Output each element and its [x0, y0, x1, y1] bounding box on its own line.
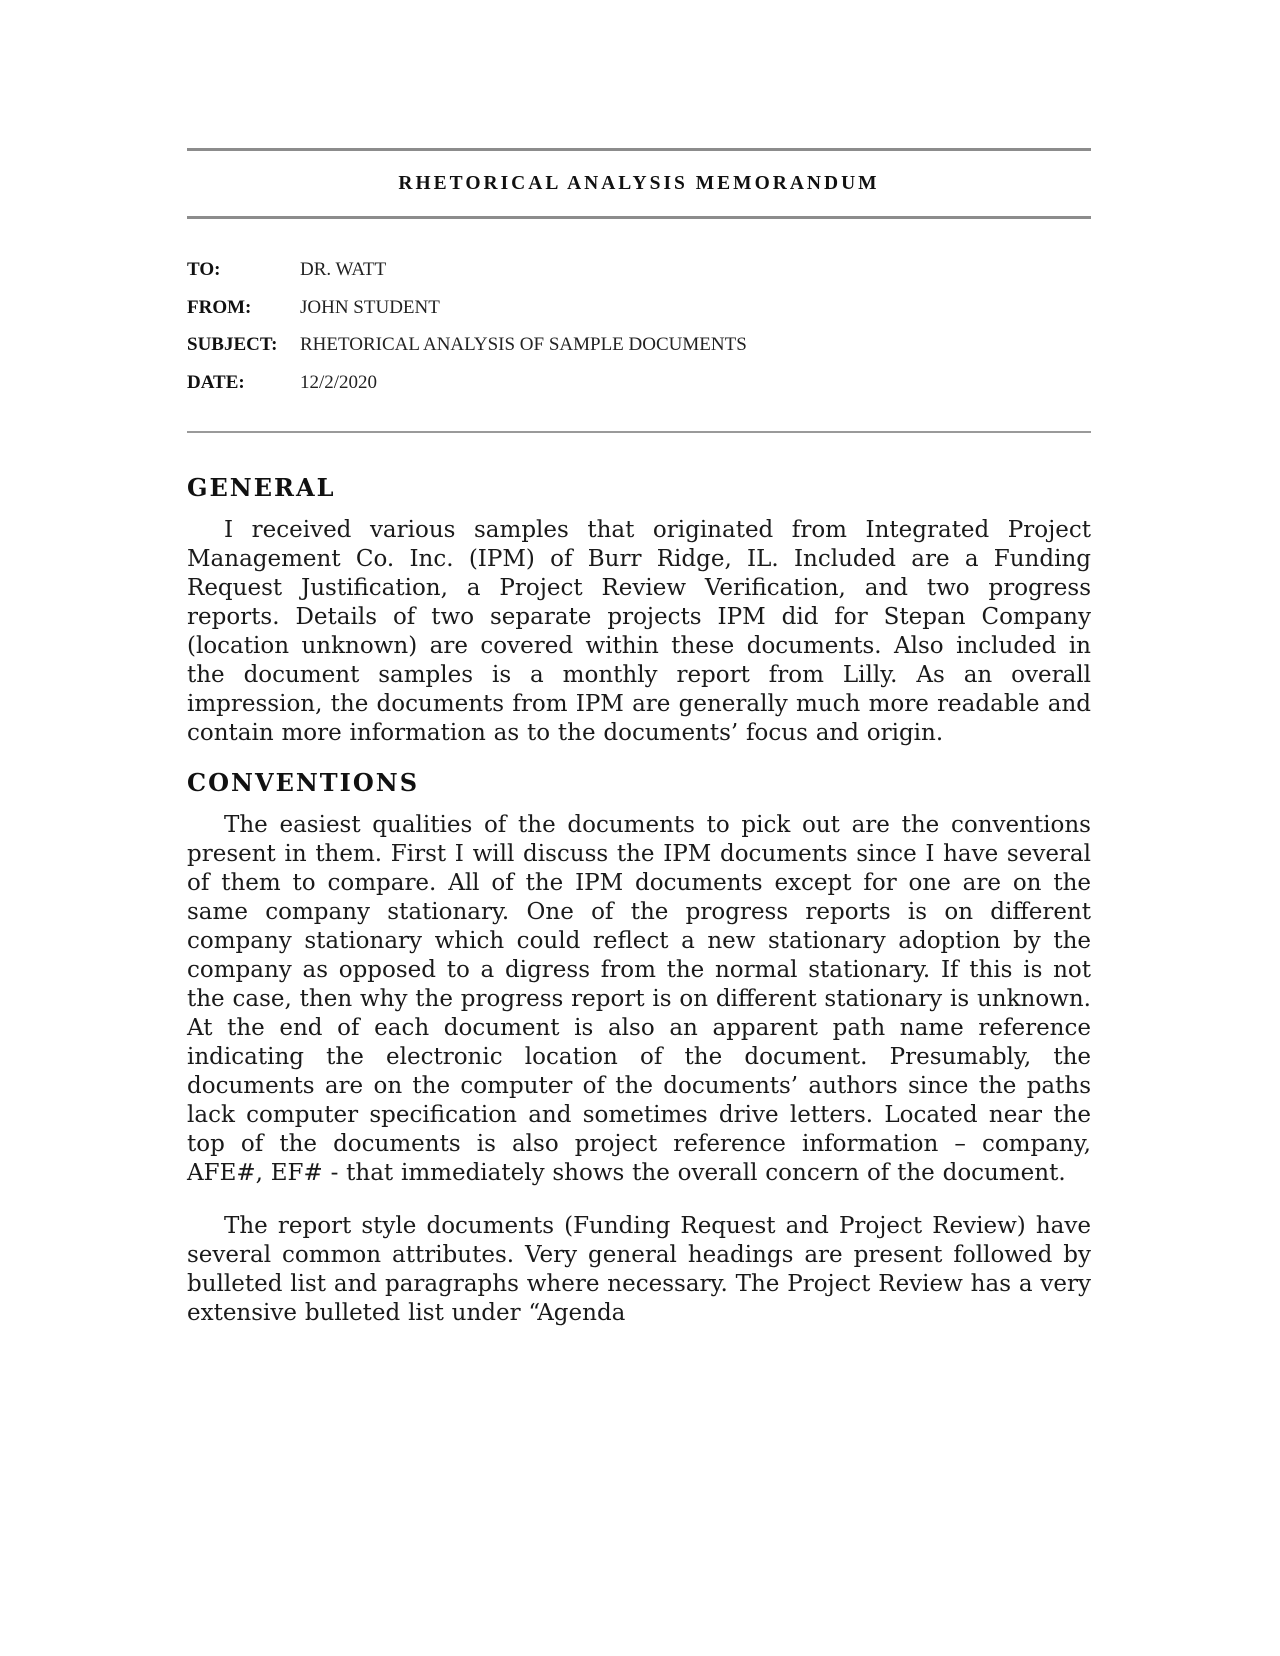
header-to	[187, 259, 1091, 297]
header-date-value: 12/2/2020	[300, 371, 378, 393]
header-subject	[187, 334, 1091, 372]
conventions-paragraph-2: The report style documents (Funding Request and Project Review) have several common attributes. Very general headings are present followed by bulleted list and paragraphs where necessary. The Project Review has a very extensive bulleted list under “Agenda	[187, 1213, 1091, 1326]
header-subject-label: SUBJECT:	[187, 334, 278, 355]
memo-header	[187, 219, 1091, 431]
section-heading-general: GENERAL	[187, 473, 336, 502]
memo-title: RHETORICAL ANALYSIS MEMORANDUM	[398, 173, 880, 194]
header-to-value: DR. WATT	[300, 259, 387, 280]
section-heading-conventions: CONVENTIONS	[187, 768, 420, 797]
header-from-value: JOHN STUDENT	[300, 296, 440, 318]
header-to-label: TO:	[187, 259, 221, 280]
general-paragraph: I received various samples that originated from Integrated Project Management Co. Inc. (IPM) of Burr Ridge, IL. Included are a Funding Request Justification, a Project Review Verification, and two progress reports. Details of two separate projects IPM did for Stepan Company (location unknown) are covered within these documents. Also included in the document samples is a monthly report from Lilly. As an overall impression, the documents from IPM are generally much more readable and contain more information as to the documents’ focus and origin.	[187, 517, 1091, 746]
conventions-paragraph-1: The easiest qualities of the documents to pick out are the conventions present in them. First I will discuss the IPM documents since I have several of them to compare. All of the IPM documents except for one are on the same company stationary. One of the progress reports is on different company stationary which could reflect a new stationary adoption by the company as opposed to a digress from the normal stationary. If this is not the case, then why the progress report is on different stationary is unknown. At the end of each document is also an apparent path name reference indicating the electronic location of the document. Presumably, the documents are on the computer of the documents’ authors since the paths lack computer specification and sometimes drive letters. Located near the top of the documents is also project reference information – company, AFE#, EF# - that immediately shows the overall concern of the document.	[187, 812, 1091, 1186]
header-date-label: DATE:	[187, 371, 245, 393]
header-from-label: FROM:	[187, 296, 252, 318]
header-subject-value: RHETORICAL ANALYSIS OF SAMPLE DOCUMENTS	[300, 334, 747, 355]
header-date	[187, 372, 1091, 410]
header-from	[187, 297, 1091, 335]
header-divider	[187, 431, 1091, 433]
memo-page	[187, 148, 1091, 1328]
